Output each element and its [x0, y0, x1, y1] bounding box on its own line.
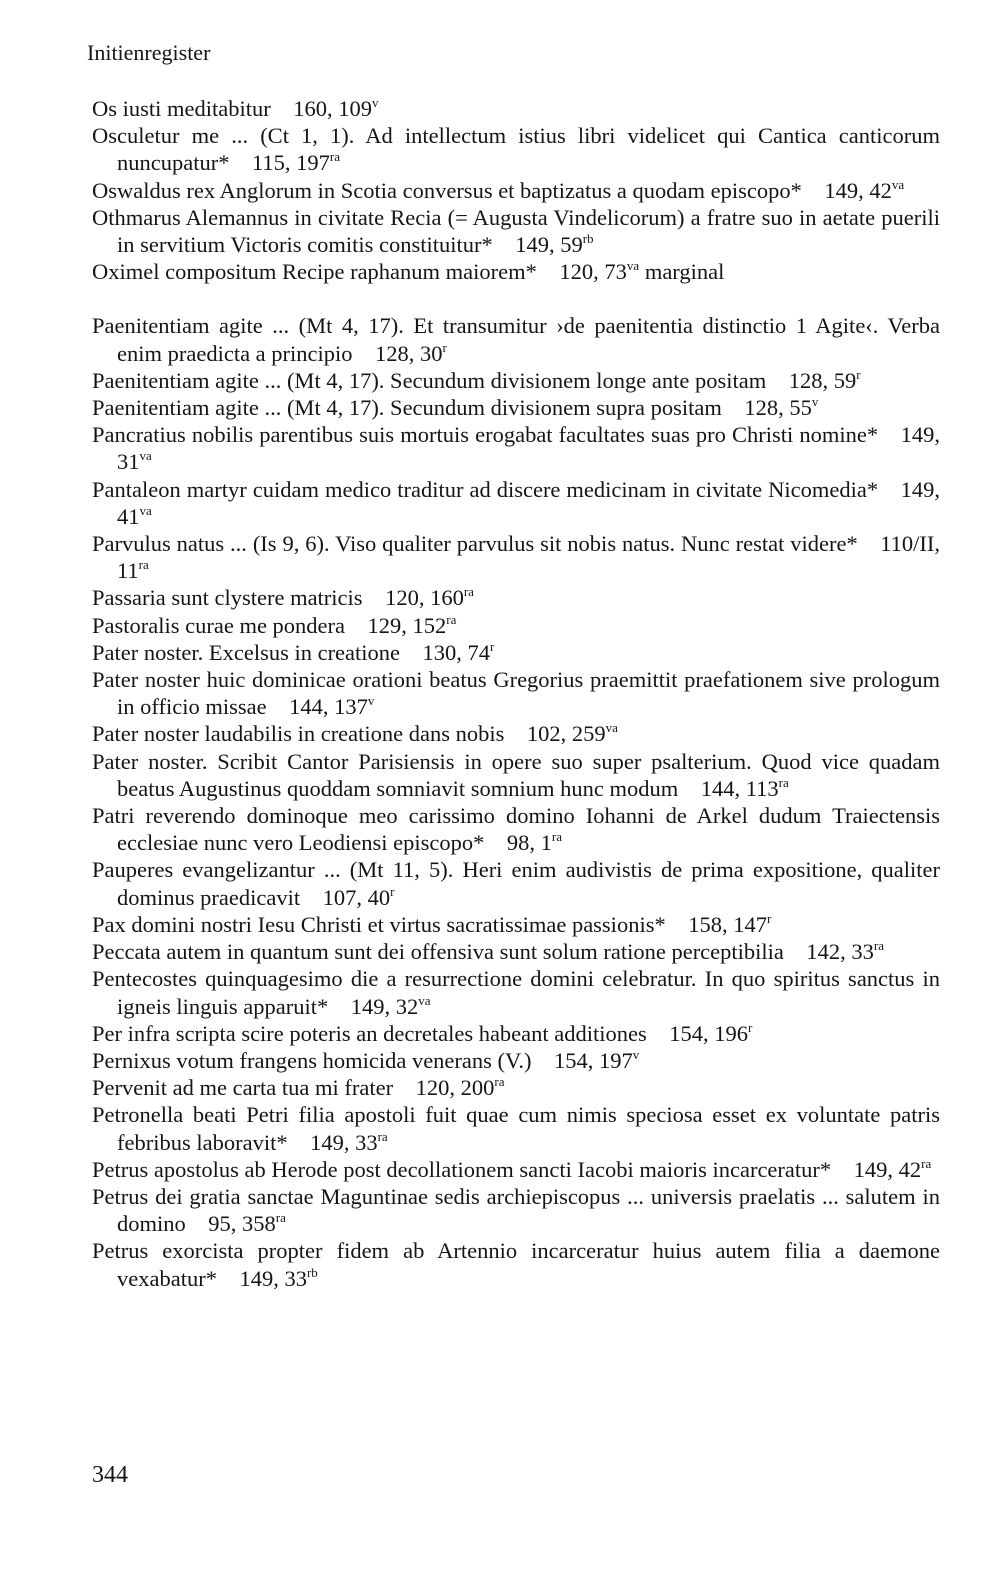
entry-reference: 149, 32	[350, 993, 419, 1019]
folio-side: r	[442, 339, 447, 355]
entry-incipit: Os iusti meditabitur	[92, 96, 271, 121]
entry-reference: 149, 31	[117, 422, 940, 475]
entry-reference: 149, 59	[515, 232, 583, 258]
folio-side: va	[139, 502, 152, 518]
folio-side: ra	[778, 774, 789, 790]
entry-reference: 107, 40	[322, 884, 391, 910]
entry-reference: 130, 74	[422, 639, 491, 665]
index-entry	[92, 612, 940, 639]
folio-side: r	[390, 883, 395, 899]
folio-side: v	[632, 1046, 640, 1062]
folio-side: r	[748, 1019, 753, 1035]
folio-side: ra	[494, 1074, 505, 1090]
entry-reference: 149, 42	[853, 1156, 922, 1182]
index-entry	[92, 748, 940, 802]
entry-reference: 160, 109	[293, 96, 372, 121]
index-entry	[92, 1156, 940, 1183]
entry-incipit: Pentecostes quinquagesimo die a resurrectione domini celebratur. In quo spiritus sanctus in igneis linguis apparuit*	[92, 966, 940, 1019]
entry-incipit: Per infra scripta scire poteris an decretales habeant additiones	[92, 1020, 647, 1046]
entry-incipit: Pater noster. Excelsus in creatione	[92, 639, 401, 665]
index-entry	[92, 367, 940, 394]
entry-reference: 142, 33	[806, 939, 874, 965]
entry-reference: 154, 196	[669, 1020, 749, 1046]
entry-incipit: Passaria sunt clystere matricis	[92, 585, 363, 611]
folio-side: ra	[873, 938, 885, 954]
folio-side: va	[418, 992, 431, 1008]
entry-reference: 110/II, 11	[117, 531, 940, 584]
entry-reference: 129, 152	[367, 612, 447, 638]
index-entry	[92, 639, 940, 666]
folio-side: va	[139, 448, 152, 464]
index-entry	[92, 177, 940, 204]
index-entry	[92, 258, 940, 285]
entry-reference: 149, 41	[117, 476, 940, 529]
index-entry	[92, 1074, 940, 1101]
entry-incipit: Petronella beati Petri filia apostoli fuit quae cum nimis speciosa esset ex voluntate patris febribus laboravit*	[92, 1102, 940, 1155]
folio-side: ra	[275, 1210, 286, 1226]
index-entry	[92, 1237, 940, 1291]
entry-incipit: Pax domini nostri Iesu Christi et virtus sacratissimae passionis*	[92, 911, 666, 937]
entry-reference: 120, 200	[415, 1075, 495, 1101]
entry-reference: 158, 147	[688, 911, 767, 937]
entry-incipit: Pantaleon martyr cuidam medico traditur ad discere medicinam in civitate Nicomedia*	[92, 476, 879, 502]
entry-incipit: Pauperes evangelizantur ... (Mt 11, 5). Heri enim audivistis de prima expositione, qualiter dominus praedicavit	[92, 857, 940, 910]
index-entry	[92, 394, 940, 421]
folio-side: v	[811, 394, 819, 410]
folio-side: ra	[551, 829, 562, 845]
index-entries	[92, 95, 940, 1292]
entry-incipit: Oswaldus rex Anglorum in Scotia conversus et baptizatus a quodam episcopo*	[92, 177, 802, 203]
entry-incipit: Paenitentiam agite ... (Mt 4, 17). Secundum divisionem longe ante positam	[92, 367, 767, 393]
entry-incipit: Pater noster laudabilis in creatione dans nobis	[92, 721, 505, 747]
folio-side: v	[367, 693, 375, 709]
entry-incipit: Osculetur me ... (Ct 1, 1). Ad intellectum istius libri videlicet qui Cantica canticorum nuncupatur*	[92, 123, 940, 176]
entry-reference: 144, 113	[700, 775, 779, 801]
entry-reference: 149, 33	[310, 1129, 378, 1155]
entry-incipit: Pater noster huic dominicae orationi beatus Gregorius praemittit praefationem sive prologum in officio missae	[92, 667, 940, 720]
entry-reference: 144, 137	[289, 694, 368, 720]
entry-incipit: Oximel compositum Recipe raphanum maiorem*	[92, 259, 537, 285]
entry-reference: 128, 30	[375, 340, 443, 366]
folio-side: va	[605, 720, 618, 736]
entry-incipit: Pastoralis curae me pondera	[92, 612, 346, 638]
entry-incipit: Pernixus votum frangens homicida venerans (V.)	[92, 1047, 532, 1073]
entry-reference: 128, 59	[788, 367, 857, 393]
entry-incipit: Pancratius nobilis parentibus suis mortuis erogabat facultates suas pro Christi nomine*	[92, 422, 879, 448]
entry-incipit: Peccata autem in quantum sunt dei offensiva sunt solum ratione perceptibilia	[92, 939, 784, 965]
running-head: Initienregister	[87, 40, 211, 65]
entry-reference: 128, 55	[744, 395, 812, 421]
entry-incipit: Pervenit ad me carta tua mi frater	[92, 1075, 394, 1101]
entry-incipit: Paenitentiam agite ... (Mt 4, 17). Et transumitur ›de paenitentia distinctio 1 Agite‹. Verba enim praedicta a principio	[92, 313, 940, 366]
folio-side: ra	[446, 611, 457, 627]
folio-side: ra	[463, 584, 474, 600]
index-entry	[92, 476, 940, 530]
entry-incipit: Pater noster. Scribit Cantor Parisiensis in opere suo super psalterium. Quod vice quadam beatus Augustinus quoddam somniavit somnium hunc modum	[92, 748, 940, 801]
folio-side: ra	[329, 149, 340, 165]
index-entry	[92, 965, 940, 1019]
folio-side: v	[372, 95, 379, 110]
page-number: 344	[92, 1462, 128, 1488]
entry-reference: 120, 160	[385, 585, 464, 611]
entry-note: marginal	[644, 259, 725, 285]
index-entry	[92, 204, 940, 258]
entry-reference: 98, 1	[506, 830, 552, 856]
entry-reference: 115, 197	[251, 150, 330, 176]
index-entry	[92, 312, 940, 366]
index-entry	[92, 720, 940, 747]
folio-side: r	[766, 910, 772, 926]
index-entry	[92, 856, 940, 910]
folio-side: ra	[921, 1155, 932, 1171]
index-entry	[92, 911, 940, 938]
folio-side: ra	[138, 557, 149, 573]
folio-side: r	[856, 366, 861, 382]
index-entry	[92, 938, 940, 965]
entry-reference: 154, 197	[554, 1047, 633, 1073]
folio-side: va	[891, 176, 905, 192]
index-entry	[92, 95, 940, 122]
folio-side: ra	[377, 1128, 388, 1144]
entry-incipit: Othmarus Alemannus in civitate Recia (= Augusta Vindelicorum) a fratre suo in aetate puerili in servitium Victoris comitis constituitur*	[92, 204, 940, 258]
folio-side: r	[490, 638, 495, 654]
entry-incipit: Petrus exorcista propter fidem ab Artennio incarceratur huius autem filia a daemone vexabatur*	[92, 1238, 940, 1291]
entry-incipit: Petrus dei gratia sanctae Maguntinae sedis archiepiscopus ... universis praelatis ... salutem in domino	[92, 1183, 940, 1237]
entry-incipit: Petrus apostolus ab Herode post decollationem sancti Iacobi maioris incarceratur*	[92, 1156, 832, 1182]
index-entry	[92, 1183, 940, 1237]
index-entry	[92, 530, 940, 584]
index-entry	[92, 584, 940, 611]
index-entry	[92, 1047, 940, 1074]
folio-side: rb	[306, 1264, 318, 1280]
index-entry	[92, 802, 940, 856]
entry-incipit: Paenitentiam agite ... (Mt 4, 17). Secundum divisionem supra positam	[92, 395, 722, 421]
entry-reference: 149, 42	[824, 177, 892, 203]
entry-incipit: Parvulus natus ... (Is 9, 6). Viso qualiter parvulus sit nobis natus. Nunc restat videre*	[92, 531, 858, 557]
entry-reference: 95, 358	[208, 1211, 276, 1237]
folio-side: va	[626, 258, 640, 274]
index-entry	[92, 1101, 940, 1155]
index-entry	[92, 421, 940, 475]
folio-side: rb	[582, 231, 594, 247]
index-entry	[92, 1020, 940, 1047]
index-entry	[92, 122, 940, 176]
entry-reference: 102, 259	[526, 721, 606, 747]
entry-incipit: Patri reverendo dominoque meo carissimo domino Iohanni de Arkel dudum Traiectensis ecclesiae nunc vero Leodiensi episcopo*	[92, 803, 940, 856]
section-gap	[92, 285, 940, 312]
entry-reference: 120, 73	[559, 259, 627, 285]
entry-reference: 149, 33	[239, 1265, 307, 1291]
index-entry	[92, 666, 940, 720]
